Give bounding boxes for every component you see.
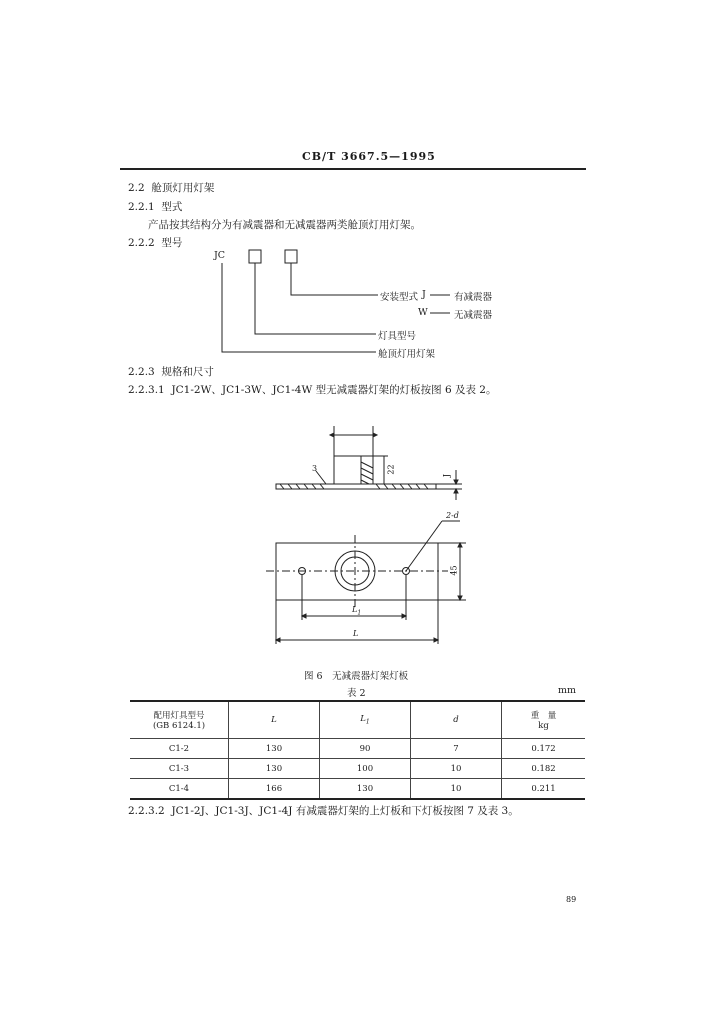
section-2-2: 2.2 舱顶灯用灯架	[128, 182, 215, 194]
table-unit: mm	[558, 685, 577, 696]
table-row	[130, 759, 585, 779]
dim-3: 3	[312, 464, 318, 473]
header-L1: $L_1$	[320, 701, 411, 739]
header-L: L	[229, 701, 320, 739]
section-2-2-3-1: 2.2.3.1 JC1-2W、JC1-3W、JC1-4W 型无减震器灯架的灯板按图 6 及表 2。	[128, 384, 497, 396]
cell-d: 10	[411, 779, 502, 800]
option-j-code: J	[422, 289, 426, 300]
install-type-label: 安装型式	[380, 292, 419, 303]
figure-caption: 图 6 无减震器灯架灯板	[304, 671, 409, 682]
side-view	[276, 426, 462, 500]
cell-weight: 0.172	[502, 739, 586, 759]
option-w-code: W	[418, 307, 428, 318]
dim-45: 45	[449, 565, 459, 576]
frame-label: 舱顶灯用灯架	[378, 349, 436, 360]
table-header-row	[130, 701, 585, 739]
cell-L1: 90	[320, 739, 411, 759]
header-d: d	[411, 701, 502, 739]
table-row	[130, 779, 585, 800]
table-row	[130, 739, 585, 759]
dim-L1: $L_1$	[352, 605, 362, 617]
section-2-2-3: 2.2.3 规格和尺寸	[128, 366, 214, 378]
lamp-model-label: 灯具型号	[378, 331, 417, 342]
option-j-label: 有减震器	[454, 292, 493, 303]
dim-holes: 2-d	[446, 511, 459, 520]
cell-d: 10	[411, 759, 502, 779]
standard-code: CB/T 3667.5—1995	[302, 150, 436, 163]
section-2-2-2: 2.2.2 型号	[128, 237, 183, 249]
plan-view	[266, 521, 466, 644]
cell-L: 130	[229, 759, 320, 779]
header-weight: 重 量 kg	[502, 701, 586, 739]
cell-L1: 100	[320, 759, 411, 779]
model-prefix: JC	[214, 250, 226, 261]
section-2-2-1: 2.2.1 型式	[128, 201, 183, 213]
dim-22: 22	[386, 464, 396, 475]
cell-L1: 130	[320, 779, 411, 800]
option-w-label: 无减震器	[454, 310, 493, 321]
section-2-2-1-body: 产品按其结构分为有减震器和无减震器两类舱顶灯用灯架。	[148, 219, 421, 231]
cell-model: C1-4	[130, 779, 229, 800]
cell-weight: 0.182	[502, 759, 586, 779]
section-2-2-3-2: 2.2.3.2 JC1-2J、JC1-3J、JC1-4J 有减震器灯架的上灯板和下灯板按图 7 及表 3。	[128, 805, 519, 817]
table-title: 表 2	[347, 688, 366, 699]
dim-j: J	[442, 473, 452, 478]
cell-L: 166	[229, 779, 320, 800]
dim-L: L	[353, 629, 359, 638]
cell-d: 7	[411, 739, 502, 759]
cell-weight: 0.211	[502, 779, 586, 800]
spec-table	[130, 700, 585, 800]
cell-L: 130	[229, 739, 320, 759]
cell-model: C1-3	[130, 759, 229, 779]
cell-model: C1-2	[130, 739, 229, 759]
header-model: 配用灯具型号 (GB 6124.1)	[130, 701, 229, 739]
page-number: 89	[566, 895, 577, 904]
